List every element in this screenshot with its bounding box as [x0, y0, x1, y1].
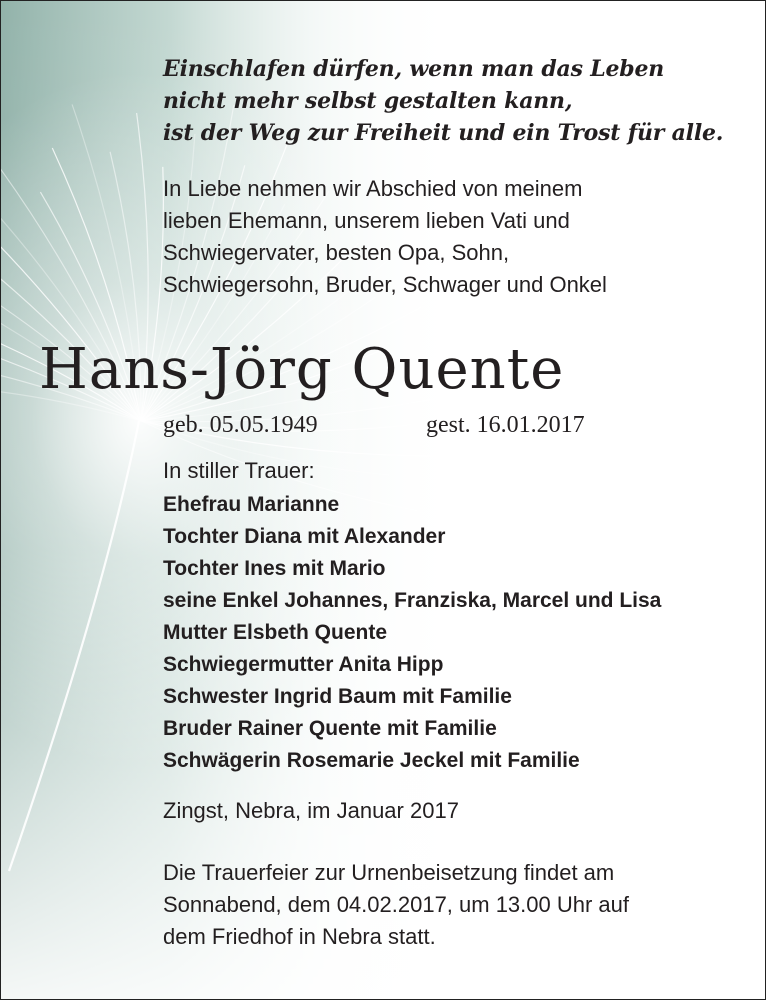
funeral-line: Die Trauerfeier zur Urnenbeisetzung findet am [163, 860, 615, 885]
verse-line: nicht mehr selbst gestalten kann, [163, 88, 573, 114]
intro-line: Schwiegersohn, Bruder, Schwager und Onkel [163, 272, 607, 297]
funeral-line: Sonnabend, dem 04.02.2017, um 13.00 Uhr auf [163, 892, 630, 917]
mourners-heading: In stiller Trauer: [163, 458, 315, 483]
intro-text [163, 173, 753, 301]
mourner-entry: Tochter Diana mit Alexander [163, 525, 446, 548]
mourners [163, 455, 753, 777]
place-date: Zingst, Nebra, im Januar 2017 [163, 798, 459, 823]
funeral-line: dem Friedhof in Nebra statt. [163, 924, 436, 949]
verse-line: Einschlafen dürfen, wenn man das Leben [163, 56, 665, 82]
verse [163, 53, 753, 149]
mourner-entry: Tochter Ines mit Mario [163, 557, 386, 580]
mourner-entry: seine Enkel Johannes, Franziska, Marcel und Lisa [163, 589, 662, 612]
intro-line: In Liebe nehmen wir Abschied von meinem [163, 176, 583, 201]
mourner-entry: Ehefrau Marianne [163, 493, 340, 516]
main-text [163, 53, 753, 301]
life-dates [163, 409, 585, 441]
mourner-entry: Schwester Ingrid Baum mit Familie [163, 685, 512, 708]
mourner-entry: Schwiegermutter Anita Hipp [163, 653, 444, 676]
intro-line: lieben Ehemann, unserem lieben Vati und [163, 208, 570, 233]
intro-line: Schwiegervater, besten Opa, Sohn, [163, 240, 510, 265]
mourner-entry: Bruder Rainer Quente mit Familie [163, 717, 497, 740]
mourner-entry: Mutter Elsbeth Quente [163, 621, 388, 644]
deceased-name: Hans-Jörg Quente [39, 337, 565, 402]
death-date: gest. 16.01.2017 [426, 412, 585, 438]
birth-date: geb. 05.05.1949 [163, 412, 318, 438]
verse-line: ist der Weg zur Freiheit und ein Trost für alle. [163, 120, 724, 146]
mourner-entry: Schwägerin Rosemarie Jeckel mit Familie [163, 749, 580, 772]
funeral-info [163, 857, 629, 953]
